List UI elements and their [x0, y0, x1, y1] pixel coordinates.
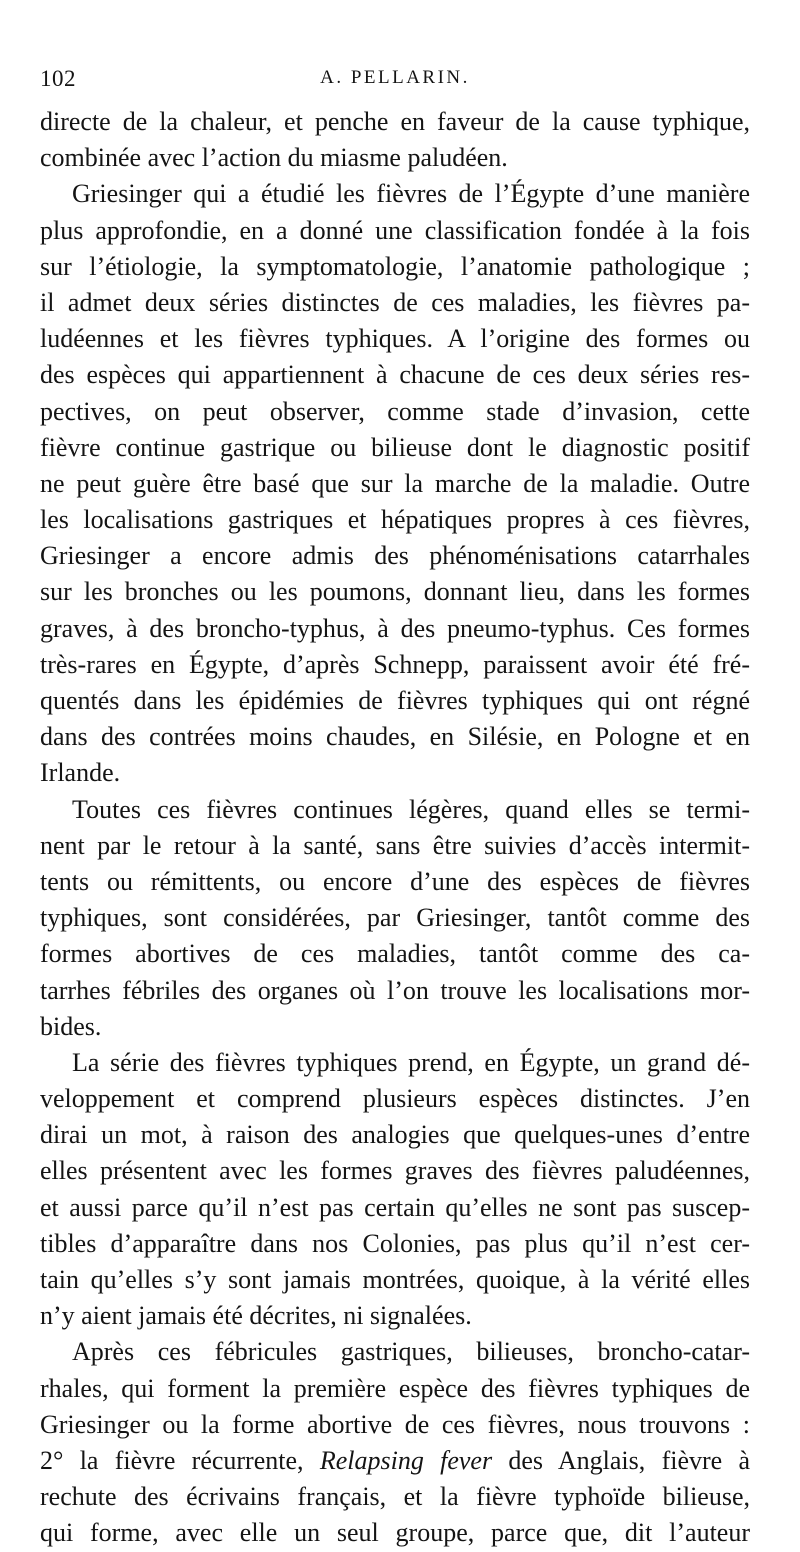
body-text [40, 104, 750, 1552]
text-line: dans des contrées moins chaudes, en Silésie, en Pologne et en [40, 722, 750, 752]
text-line-with-italic [40, 1443, 750, 1479]
text-line: les localisations gastriques et hépatiques propres à ces fièvres, [40, 505, 750, 535]
text-line: Toutes ces fièvres continues légères, quand elles se termi- [72, 794, 750, 824]
italic-term: Relapsing fever [319, 1445, 493, 1475]
text-line: dirai un mot, à raison des analogies que quelques-unes d’entre [40, 1120, 750, 1150]
text-line: sur l’étiologie, la symptomatologie, l’anatomie pathologique ; [40, 251, 750, 281]
text-line: pectives, on peut observer, comme stade d’invasion, cette [40, 396, 750, 426]
text-line: fièvre continue gastrique ou bilieuse dont le diagnostic positif [40, 432, 750, 462]
running-head: A. PELLARIN. [320, 67, 470, 88]
page-header [40, 66, 750, 94]
text-segment: 2° la fièvre récurrente, [40, 1445, 320, 1475]
text-line: Griesinger qui a étudié les fièvres de l’Égypte d’une manière [72, 179, 750, 209]
text-line: formes abortives de ces maladies, tantôt comme des ca- [40, 939, 750, 969]
text-line: Griesinger a encore admis des phénoménisations catarrhales [40, 541, 750, 571]
text-line: qui forme, avec elle un seul groupe, parce que, dit l’auteur [40, 1518, 750, 1548]
text-line: des espèces qui appartiennent à chacune de ces deux séries res- [40, 360, 750, 390]
text-line: bides. [40, 1011, 102, 1041]
text-line: veloppement et comprend plusieurs espèces distinctes. J’en [40, 1084, 750, 1114]
text-line: tarrhes fébriles des organes où l’on trouve les localisations mor- [40, 975, 750, 1005]
text-line: typhiques, sont considérées, par Griesinger, tantôt comme des [40, 903, 750, 933]
text-line: Irlande. [40, 758, 121, 788]
text-line: n’y aient jamais été décrites, ni signalées. [40, 1301, 472, 1331]
text-line: Après ces fébricules gastriques, bilieuses, broncho-catar- [72, 1337, 750, 1367]
text-line: tibles d’apparaître dans nos Colonies, pas plus qu’il n’est cer- [40, 1228, 750, 1258]
text-line: Griesinger ou la forme abortive de ces fièvres, nous trouvons : [40, 1409, 750, 1439]
text-line: ludéennes et les fièvres typhiques. A l’origine des formes ou [40, 324, 750, 354]
text-line: nent par le retour à la santé, sans être suivies d’accès intermit- [40, 830, 750, 860]
text-line: rechute des écrivains français, et la fièvre typhoïde bilieuse, [40, 1482, 750, 1512]
text-line: sur les bronches ou les poumons, donnant lieu, dans les formes [40, 577, 750, 607]
text-line: plus approfondie, en a donné une classification fondée à la fois [40, 215, 750, 245]
text-line: tents ou rémittents, ou encore d’une des espèces de fièvres [40, 866, 750, 896]
text-line: il admet deux séries distinctes de ces maladies, les fièvres pa- [40, 287, 750, 317]
text-line: directe de la chaleur, et penche en faveur de la cause typhique, [40, 107, 750, 136]
text-line: combinée avec l’action du miasme paludéen. [40, 143, 508, 173]
text-line: très-rares en Égypte, d’après Schnepp, paraissent avoir été fré- [40, 649, 750, 679]
text-line: elles présentent avec les formes graves des fièvres paludéennes, [40, 1156, 750, 1186]
text-line: tain qu’elles s’y sont jamais montrées, quoique, à la vérité elles [40, 1265, 750, 1294]
page-number: 102 [40, 66, 76, 91]
text-line: ne peut guère être basé que sur la marche de la maladie. Outre [40, 468, 750, 498]
text-line: graves, à des broncho-typhus, à des pneumo-typhus. Ces formes [40, 613, 750, 643]
text-line: et aussi parce qu’il n’est pas certain qu’elles ne sont pas suscep- [40, 1192, 750, 1222]
text-line: La série des fièvres typhiques prend, en Égypte, un grand dé- [72, 1047, 750, 1077]
text-segment: des Anglais, fièvre à [492, 1445, 751, 1475]
text-line: quentés dans les épidémies de fièvres typhiques qui ont régné [40, 686, 750, 715]
text-line: rhales, qui forment la première espèce des fièvres typhiques de [40, 1373, 750, 1403]
